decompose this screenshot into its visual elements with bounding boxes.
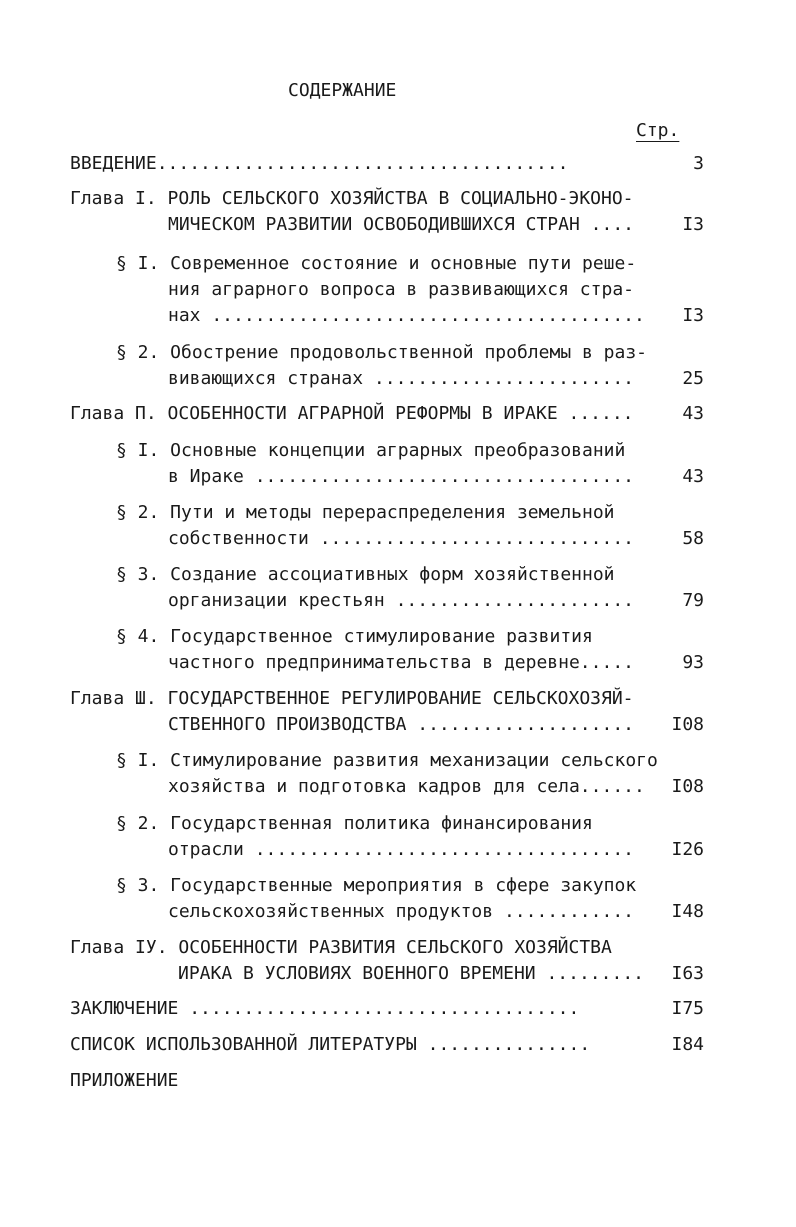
toc-entry-line: § 2. Пути и методы перераспределения земельной	[116, 502, 615, 523]
toc-entry-line: ПРИЛОЖЕНИЕ	[70, 1070, 179, 1091]
toc-entry-line: хозяйства и подготовка кадров для села......	[168, 776, 645, 797]
toc-entry-line: МИЧЕСКОМ РАЗВИТИИ ОСВОБОДИВШИХСЯ СТРАН ....	[168, 214, 634, 235]
toc-entry-line: Глава П. ОСОБЕННОСТИ АГРАРНОЙ РЕФОРМЫ В ИРАКЕ ......	[70, 403, 634, 424]
toc-page-number: I3	[682, 305, 704, 326]
toc-entry-line: § I. Современное состояние и основные пути реше-	[116, 253, 637, 274]
toc-entry-line: § 3. Создание ассоциативных форм хозяйственной	[116, 564, 615, 585]
page-column-header: Стр.	[636, 120, 680, 141]
toc-entry-line: собственности .............................	[168, 528, 634, 549]
toc-entry-line: ИРАКА В УСЛОВИЯХ ВОЕННОГО ВРЕМЕНИ .........	[178, 963, 644, 984]
toc-page-number: I75	[671, 998, 704, 1019]
toc-entry-line: § 4. Государственное стимулирование развития	[116, 626, 593, 647]
toc-page-number: I48	[671, 901, 704, 922]
toc-entry-line: Глава Ш. ГОСУДАРСТВЕННОЕ РЕГУЛИРОВАНИЕ СЕЛЬСКОХОЗЯЙ-	[70, 688, 634, 709]
toc-entry-line: ВВЕДЕНИЕ......................................	[70, 153, 569, 174]
toc-page-number	[644, 1068, 704, 1094]
toc-page-number: I26	[671, 839, 704, 860]
toc-page-number: I3	[682, 214, 704, 235]
toc-entry-line: § 2. Государственная политика финансирования	[116, 813, 593, 834]
toc-page-number: 3	[693, 153, 704, 174]
toc-entry-line: § 2. Обострение продовольственной проблемы в раз-	[116, 342, 648, 363]
toc-entry-line: сельскохозяйственных продуктов ............	[168, 901, 634, 922]
toc-entry-line: нах ........................................	[168, 305, 645, 326]
toc-entry-line: ЗАКЛЮЧЕНИЕ ....................................	[70, 998, 580, 1019]
toc-page-number: I84	[671, 1034, 704, 1055]
toc-entry-line: Глава I. РОЛЬ СЕЛЬСКОГО ХОЗЯЙСТВА В СОЦИАЛЬНО-ЭКОНО-	[70, 188, 634, 209]
toc-entry-line: Глава IУ. ОСОБЕННОСТИ РАЗВИТИЯ СЕЛЬСКОГО ХОЗЯЙСТВА	[70, 937, 612, 958]
page-title: СОДЕРЖАНИЕ	[288, 80, 397, 101]
toc-entry-line: вивающихся странах ........................	[168, 368, 634, 389]
toc-page-number: 93	[682, 652, 704, 673]
toc-page-number: I08	[671, 714, 704, 735]
toc-page-number: 43	[682, 403, 704, 424]
toc-page-number: 58	[682, 528, 704, 549]
toc-entry-line: § I. Основные концепции аграрных преобразований	[116, 440, 626, 461]
toc-entry-line: § 3. Государственные мероприятия в сфере закупок	[116, 875, 637, 896]
toc-page-number: 43	[682, 466, 704, 487]
toc-entry-line: отрасли ...................................	[168, 839, 634, 860]
toc-entry-line: СПИСОК ИСПОЛЬЗОВАННОЙ ЛИТЕРАТУРЫ ...............	[70, 1034, 591, 1055]
toc-page-number: I63	[671, 963, 704, 984]
toc-page-number: 79	[682, 590, 704, 611]
toc-entry-line: частного предпринимательства в деревне.....	[168, 652, 634, 673]
toc-entry-line: § I. Стимулирование развития механизации сельского	[116, 750, 658, 771]
toc-entry-line: СТВЕННОГО ПРОИЗВОДСТВА ....................	[168, 714, 634, 735]
toc-entry-line: в Ираке ...................................	[168, 466, 634, 487]
toc-page-number: I08	[671, 776, 704, 797]
toc-page-number: 25	[682, 368, 704, 389]
toc-entry-line: организации крестьян ......................	[168, 590, 634, 611]
toc-entry-line: ния аграрного вопроса в развивающихся стра-	[168, 279, 634, 300]
